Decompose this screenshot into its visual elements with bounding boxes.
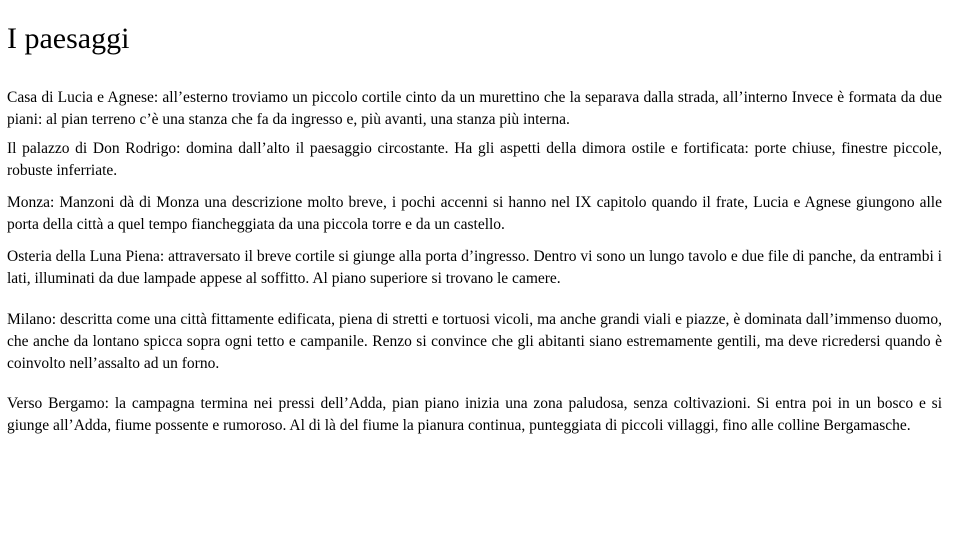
paragraph-casa-lucia-agnese: Casa di Lucia e Agnese: all’esterno troviamo un piccolo cortile cinto da un murettino che la separava dalla strada, all’interno Invece è formata da due piani: al pian terreno c’è una stanza che fa da ingresso e, più avanti, una stanza più interna.	[7, 89, 942, 128]
paragraph-palazzo-don-rodrigo: Il palazzo di Don Rodrigo: domina dall’alto il paesaggio circostante. Ha gli aspetti della dimora ostile e fortificata: porte chiuse, finestre piccole, robuste inferriate.	[7, 140, 942, 179]
paragraph-milano: Milano: descritta come una città fittamente edificata, piena di stretti e tortuosi vicoli, ma anche grandi viali e piazze, è dominata dall’immenso duomo, che anche da lontano spicca sopra ogni tetto e campanile. Renzo si convince che gli abitanti siano estremamente gentili, ma deve ricredersi quando è coinvolto nell’assalto ad un forno.	[7, 311, 942, 372]
paragraph-osteria-luna-piena: Osteria della Luna Piena: attraversato il breve cortile si giunge alla porta d’ingresso. Dentro vi sono un lungo tavolo e due file di panche, da entrambi i lati, illuminati da due lampade appese al soffitto. Al piano superiore si trovano le camere.	[7, 248, 942, 287]
paragraph-monza: Monza: Manzoni dà di Monza una descrizione molto breve, i pochi accenni si hanno nel IX capitolo quando il frate, Lucia e Agnese giungono alle porta della città a quel tempo fiancheggiata da una piccola torre e da un castello.	[7, 194, 942, 233]
slide-title: I paesaggi	[7, 22, 130, 55]
paragraph-verso-bergamo: Verso Bergamo: la campagna termina nei pressi dell’Adda, pian piano inizia una zona paludosa, senza coltivazioni. Si entra poi in un bosco e si giunge all’Adda, fiume possente e rumoroso. Al di là del fiume la pianura continua, punteggiata di piccoli villaggi, fino alle colline Bergamasche.	[7, 395, 942, 434]
